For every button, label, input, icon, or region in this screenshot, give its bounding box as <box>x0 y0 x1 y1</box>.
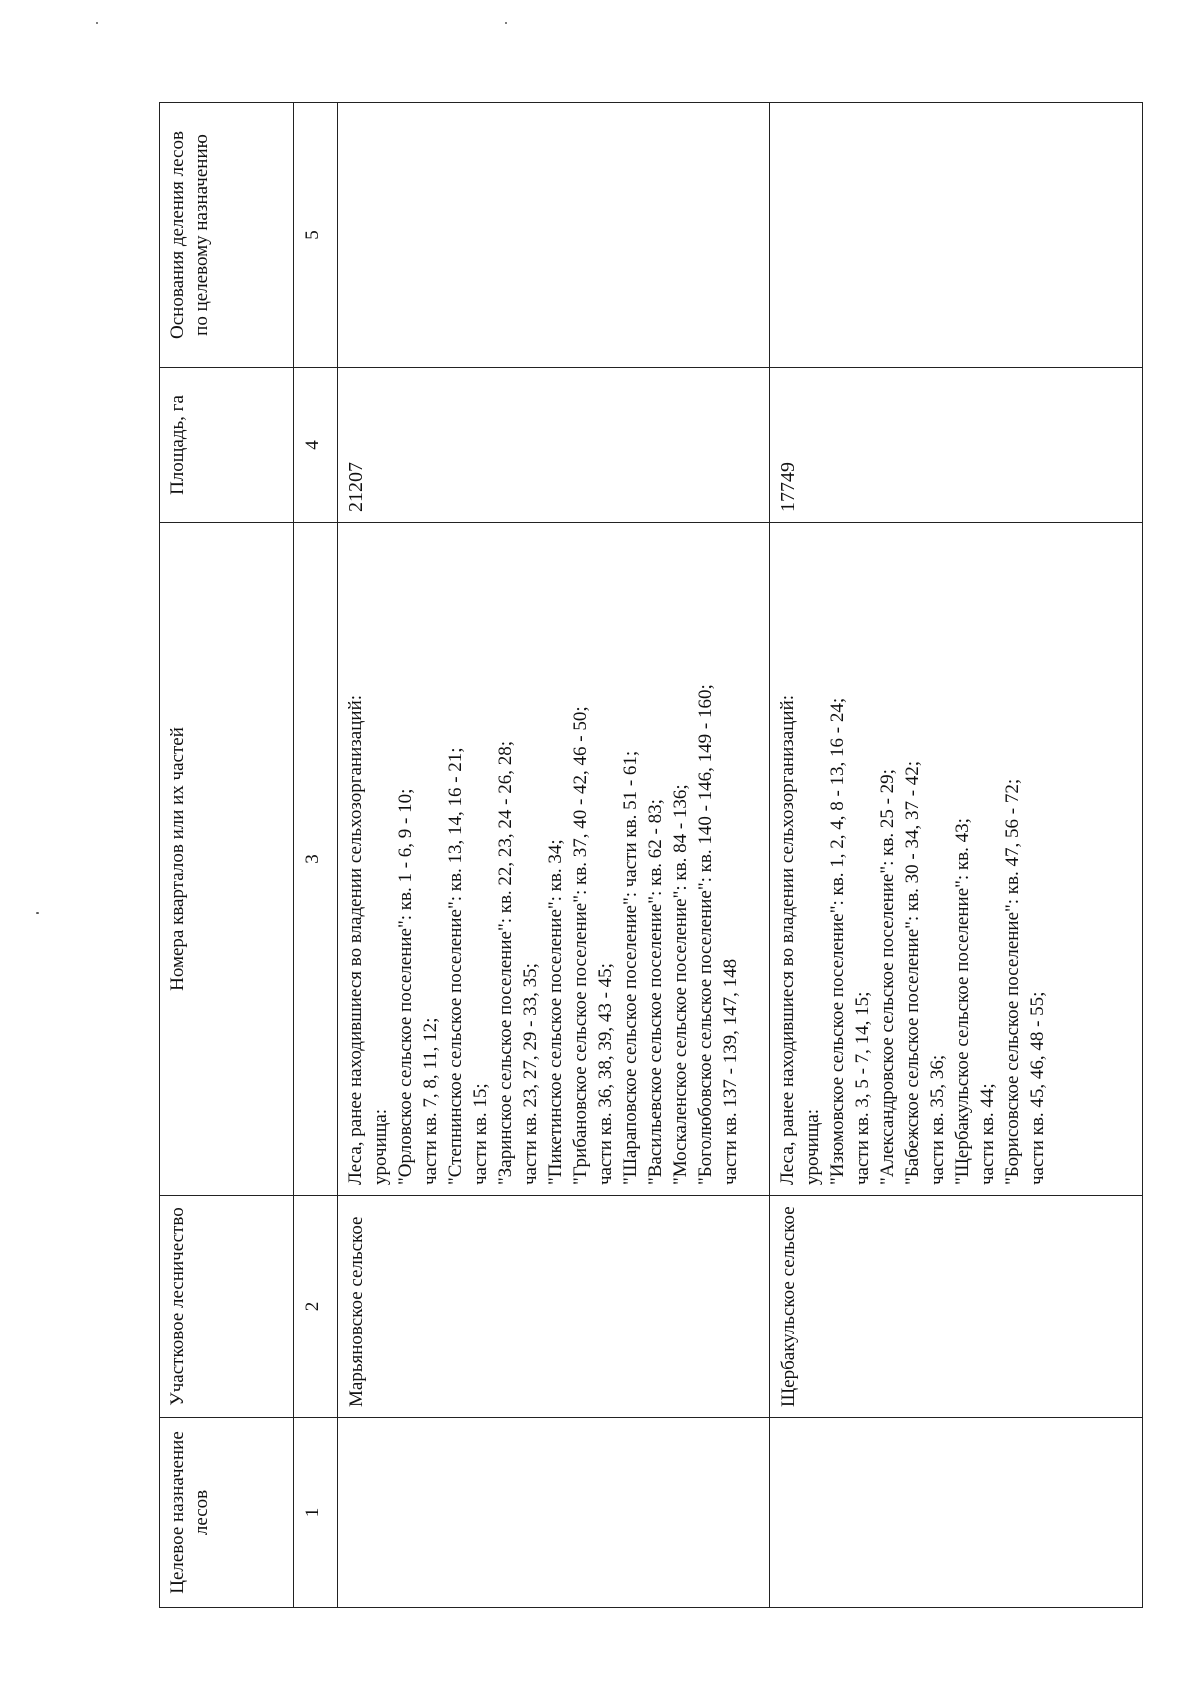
quarters-line: части кв. 35, 36; <box>927 1054 948 1185</box>
header-quarters <box>160 523 294 1196</box>
quarters-line: части кв. 44; <box>977 1083 998 1185</box>
table-header-row <box>160 103 294 1608</box>
quarters-line: "Москаленское сельское поселение": кв. 84 - 136; <box>670 784 691 1185</box>
quarters-line: "Борисовское сельское поселение": кв. 47, 56 - 72; <box>1002 778 1023 1185</box>
quarters-line: "Орловское сельское поселение": кв. 1 - 6, 9 - 10; <box>395 788 416 1185</box>
district-cell: Марьяновское сельское <box>338 1196 770 1418</box>
quarters-cell <box>770 523 1143 1196</box>
header-quarters-text: Номера кварталов или их частей <box>167 727 188 991</box>
header-purpose <box>160 1418 294 1608</box>
header-district-text: Участковое лесничество <box>167 1207 188 1406</box>
table-row <box>770 103 1143 1608</box>
quarters-line: "Степнинское сельское поселение": кв. 13, 14, 16 - 21; <box>445 747 466 1185</box>
header-basis-text: Основания деления лесов по целевому назначению <box>167 131 212 339</box>
quarters-line: части кв. 23, 27, 29 - 33, 35; <box>520 963 541 1185</box>
header-district <box>160 1196 294 1418</box>
column-number: 2 <box>294 1196 338 1418</box>
district-cell: Щербакульское сельское <box>770 1196 1143 1418</box>
column-number: 4 <box>294 368 338 523</box>
column-number-row <box>294 103 338 1608</box>
area-cell: 21207 <box>338 368 770 523</box>
quarters-line: части кв. 36, 38, 39, 43 - 45; <box>595 963 616 1185</box>
quarters-line: "Боголюбовское сельское поселение": кв. 140 - 146, 149 - 160; <box>695 684 716 1185</box>
rotated-table-frame <box>159 103 1142 1608</box>
quarters-line: части кв. 137 - 139, 147, 148 <box>720 958 741 1185</box>
quarters-line: "Изюмовское сельское поселение": кв. 1, 2, 4, 8 - 13, 16 - 24; <box>827 697 848 1185</box>
quarters-line: урочища: <box>370 1108 391 1185</box>
quarters-line: "Щербакульское сельское поселение": кв. 43; <box>952 818 973 1185</box>
basis-cell <box>338 103 770 368</box>
header-basis <box>160 103 294 368</box>
column-number: 5 <box>294 103 338 368</box>
area-cell: 17749 <box>770 368 1143 523</box>
quarters-line: части кв. 7, 8, 11, 12; <box>420 1017 441 1185</box>
quarters-line: "Шараповское сельское поселение": части кв. 51 - 61; <box>620 750 641 1185</box>
quarters-cell <box>338 523 770 1196</box>
scan-speck <box>505 22 507 24</box>
quarters-line: части кв. 3, 5 - 7, 14, 15; <box>852 991 873 1185</box>
quarters-line: "Бабежское сельское поселение": кв. 30 - 34, 37 - 42; <box>902 760 923 1185</box>
basis-cell <box>770 103 1143 368</box>
purpose-cell <box>338 1418 770 1608</box>
header-area <box>160 368 294 523</box>
scan-speck <box>96 22 98 24</box>
header-area-text: Площадь, га <box>167 395 188 495</box>
table-row <box>338 103 770 1608</box>
quarters-line: "Александровское сельское поселение": кв. 25 - 29; <box>877 769 898 1185</box>
quarters-line: Леса, ранее находившиеся во владении сельхозорганизаций: <box>345 694 366 1185</box>
scan-speck <box>36 912 39 914</box>
quarters-line: "Грибановское сельское поселение": кв. 37, 40 - 42, 46 - 50; <box>570 706 591 1185</box>
quarters-line: части кв. 15; <box>470 1083 491 1185</box>
column-number: 1 <box>294 1418 338 1608</box>
quarters-line: части кв. 45, 46, 48 - 55; <box>1027 991 1048 1185</box>
quarters-line: "Васильевское сельское поселение": кв. 62 - 83; <box>645 799 666 1185</box>
quarters-line: урочища: <box>802 1108 823 1185</box>
forest-purpose-table <box>159 102 1143 1608</box>
column-number: 3 <box>294 523 338 1196</box>
quarters-line: "Заринское сельское поселение": кв. 22, 23, 24 - 26, 28; <box>495 740 516 1185</box>
quarters-line: "Пикетинское сельское поселение": кв. 34; <box>545 839 566 1185</box>
purpose-cell <box>770 1418 1143 1608</box>
quarters-line: Леса, ранее находившиеся во владении сельхозорганизаций: <box>777 694 798 1185</box>
header-purpose-text: Целевое назначение лесов <box>167 1431 212 1594</box>
